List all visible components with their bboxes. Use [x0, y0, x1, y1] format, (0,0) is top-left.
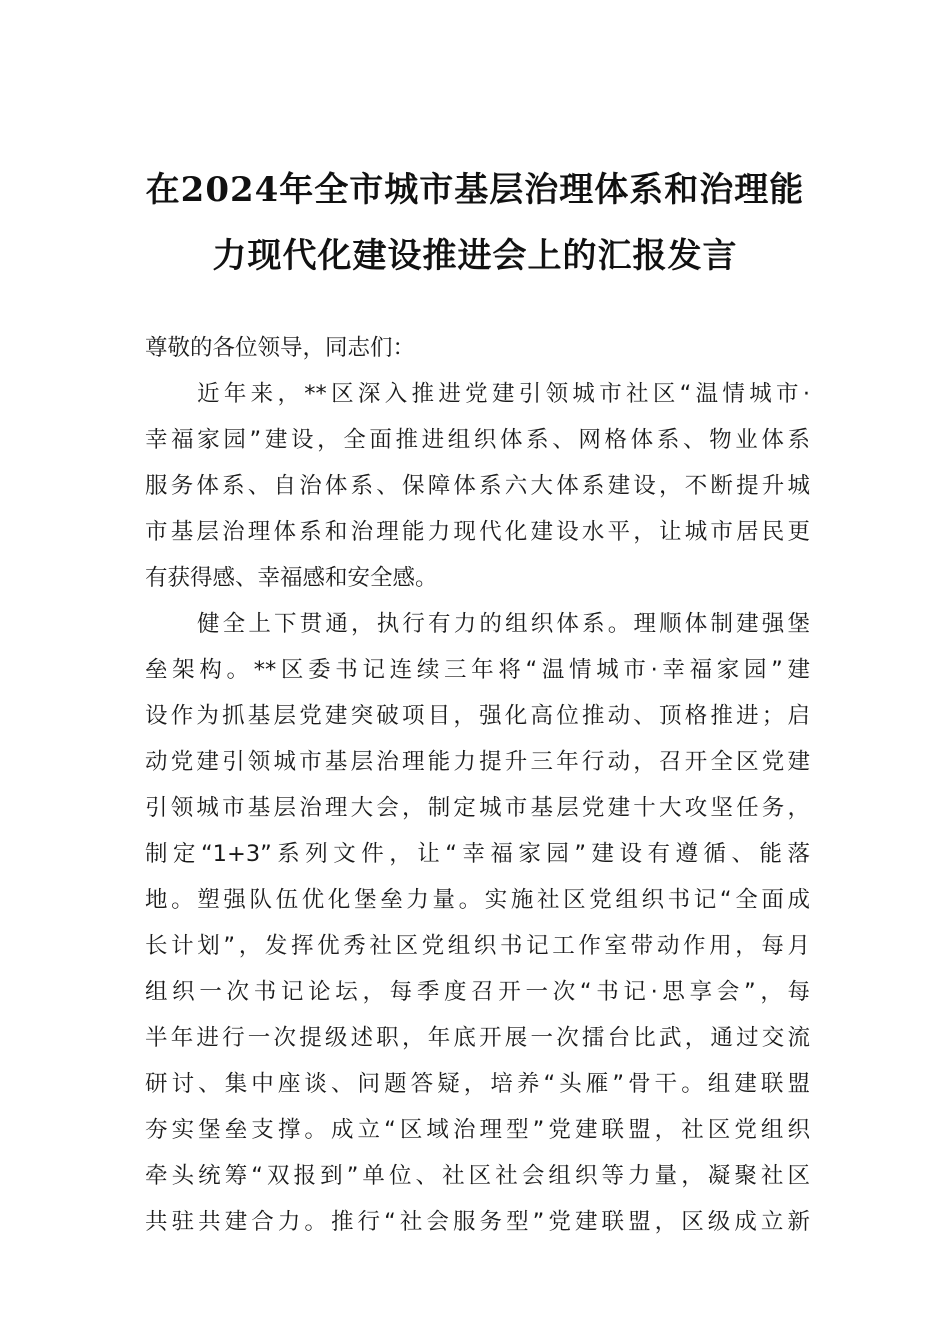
paragraph-line: 半年进行一次提级述职，年底开展一次擂台比武，通过交流 — [145, 1025, 810, 1051]
paragraph-line: 健全上下贯通，执行有力的组织体系。理顺体制建强堡 — [197, 611, 810, 637]
paragraph-line: 地。塑强队伍优化堡垒力量。实施社区党组织书记“全面成 — [145, 887, 810, 913]
salutation: 尊敬的各位领导，同志们： — [145, 335, 416, 361]
document-title-line-2: 力现代化建设推进会上的汇报发言 — [212, 236, 738, 276]
paragraph-line: 牵头统筹“双报到”单位、社区社会组织等力量，凝聚社区 — [145, 1163, 810, 1189]
paragraph-line: 组织一次书记论坛，每季度召开一次“书记·思享会”，每 — [145, 979, 810, 1005]
paragraph-line: 动党建引领城市基层治理能力提升三年行动，召开全区党建 — [145, 749, 810, 775]
paragraph-line: 服务体系、自治体系、保障体系六大体系建设，不断提升城 — [145, 473, 810, 499]
paragraph-line: 制定“1+3”系列文件，让“幸福家园”建设有遵循、能落 — [145, 841, 810, 867]
document-title-line-1: 在2024年全市城市基层治理体系和治理能 — [145, 170, 805, 210]
paragraph-line: 夯实堡垒支撑。成立“区域治理型”党建联盟，社区党组织 — [145, 1117, 810, 1143]
paragraph-line: 共驻共建合力。推行“社会服务型”党建联盟，区级成立新 — [145, 1209, 810, 1235]
paragraph-line: 研讨、集中座谈、问题答疑，培养“头雁”骨干。组建联盟 — [145, 1071, 810, 1097]
paragraph-line: 有获得感、幸福感和安全感。 — [145, 565, 438, 591]
paragraph-line: 长计划”，发挥优秀社区党组织书记工作室带动作用，每月 — [145, 933, 810, 959]
paragraph-1 — [145, 371, 810, 601]
paragraph-2 — [145, 601, 810, 1245]
paragraph-line: 市基层治理体系和治理能力现代化建设水平，让城市居民更 — [145, 519, 810, 545]
document-body — [145, 325, 810, 1245]
paragraph-line: 幸福家园”建设，全面推进组织体系、网格体系、物业体系 — [145, 427, 810, 453]
paragraph-line: 设作为抓基层党建突破项目，强化高位推动、顶格推进；启 — [145, 703, 810, 729]
paragraph-line: 垒架构。**区委书记连续三年将“温情城市·幸福家园”建 — [145, 657, 810, 683]
paragraph-line: 引领城市基层治理大会，制定城市基层党建十大攻坚任务， — [145, 795, 810, 821]
paragraph-line: 近年来，**区深入推进党建引领城市社区“温情城市· — [197, 381, 810, 407]
